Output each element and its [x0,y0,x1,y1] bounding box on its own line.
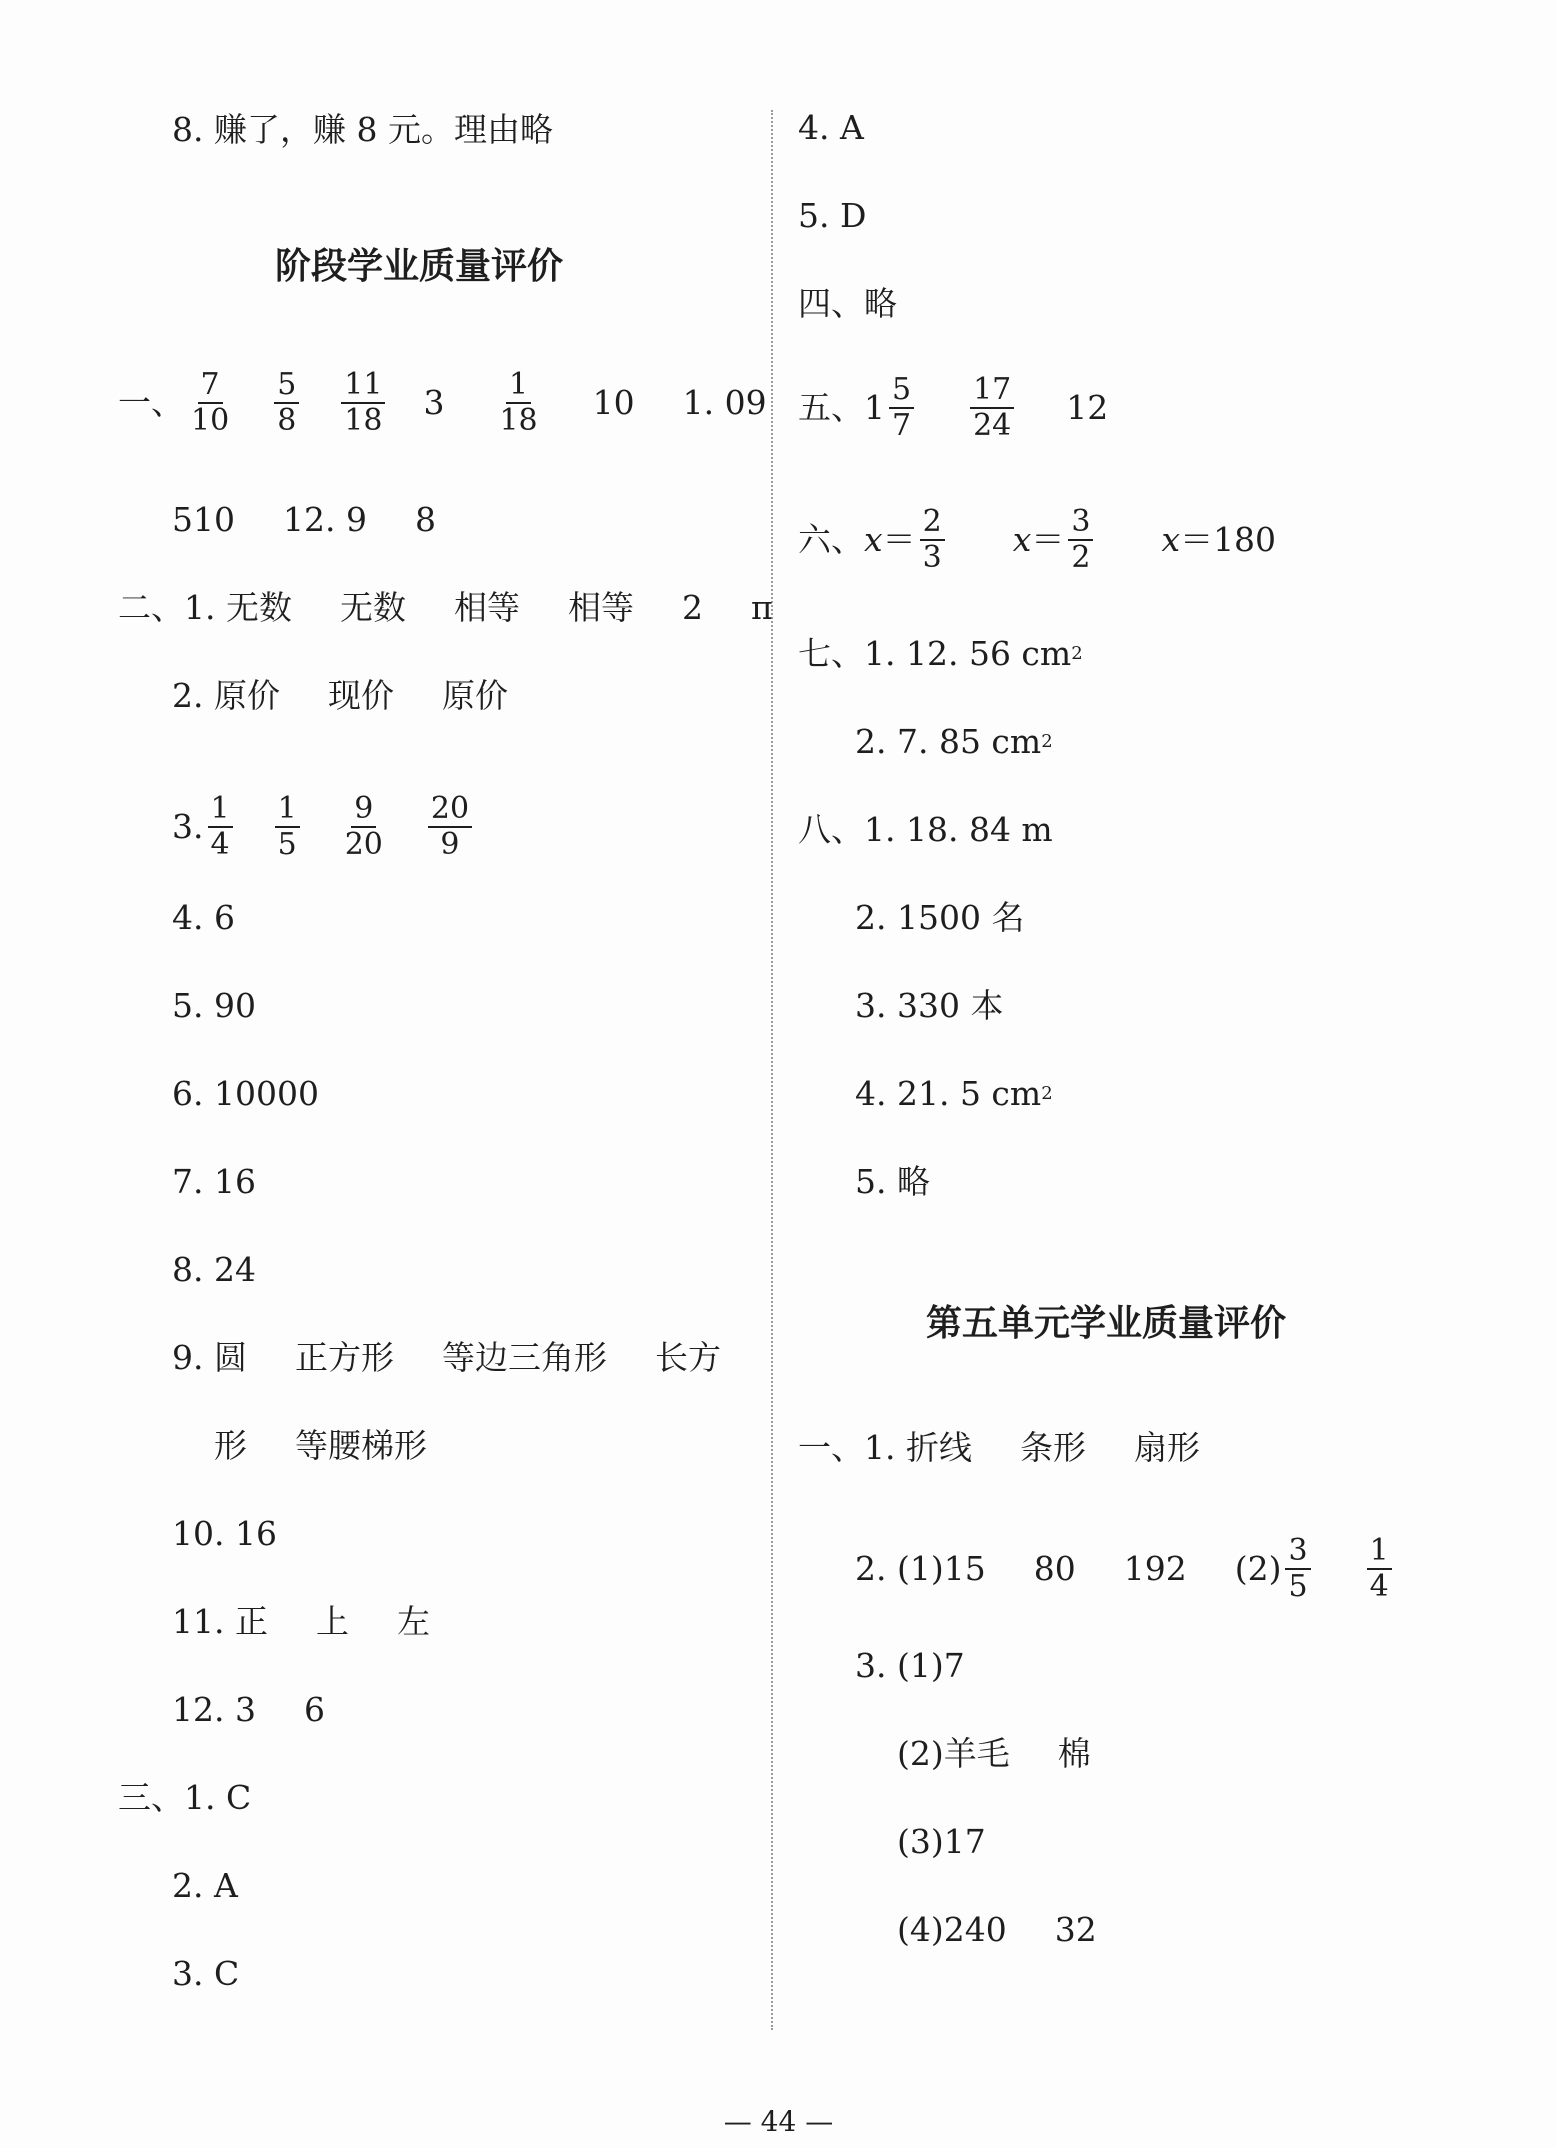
section-2-item-6: 6. 10000 [172,1074,319,1113]
section-4: 四、略 [798,284,897,323]
section-2-item-2: 2. 原价 现价 原价 [172,676,508,715]
section-2-item-8: 8. 24 [172,1250,256,1289]
section-8-item-1: 八、1. 18. 84 m [798,810,1053,849]
fraction: $\frac{2}{3}$ [920,505,945,575]
section-3-item-4: 4. A [798,108,864,147]
page-number: — 44 — [723,2105,834,2138]
fraction: $\frac{5}{8}$ [274,368,299,438]
section-5: 五、1 $\frac{5}{7}$ $\frac{17}{24}$ 12 [798,372,1109,443]
unit-5-item-3-1: 3. (1)7 [855,1646,965,1685]
section-3-item-3: 3. C [172,1954,240,1993]
unit-5-item-3-3: (3)17 [897,1822,986,1861]
fraction: $\frac{7}{10}$ [191,367,230,438]
section-6: 六、 x ＝ $\frac{2}{3}$ x ＝ $\frac{3}{2}$ x ＝ 180 [798,504,1277,575]
section-8-item-3: 3. 330 本 [855,986,1004,1025]
fraction: $\frac{1}{5}$ [275,792,300,862]
section-2-item-10: 10. 16 [172,1514,277,1553]
section-2-item-5: 5. 90 [172,986,256,1025]
section-2-item-3: 3. $\frac{1}{4}$ $\frac{1}{5}$ $\frac{9}{20}$ $\frac{20}{9}$ [172,792,476,862]
section-7-item-2: 2. 7. 85 cm 2 [855,722,1053,761]
unit-5-item-1: 一、1. 折线 条形 扇形 [798,1428,1200,1467]
fraction: $\frac{3}{5}$ [1285,1534,1310,1604]
section-2-item-11: 11. 正 上 左 [172,1602,430,1641]
section-8-item-5: 5. 略 [855,1162,930,1201]
section-3-item-1: 三、1. C [118,1778,252,1817]
section-2-item-4: 4. 6 [172,898,235,937]
fraction: $\frac{3}{2}$ [1068,505,1093,575]
fraction: $\frac{20}{9}$ [428,792,472,862]
section-8-item-4: 4. 21. 5 cm 2 [855,1074,1053,1113]
section-2-item-9-line-2: 形 等腰梯形 [214,1426,427,1465]
unit-5-item-2: 2. (1)15 80 192 (2) $\frac{3}{5}$ $\frac{1}{4}$ [855,1534,1396,1604]
section-2-item-1: 二、1. 无数 无数 相等 相等 2 π [118,588,773,627]
fraction: $\frac{1}{4}$ [1367,1534,1392,1604]
section-2-item-7: 7. 16 [172,1162,256,1201]
unit-5-item-3-4: (4)240 32 [897,1910,1097,1949]
section-2-item-9-line-1: 9. 圆 正方形 等边三角形 长方 [172,1338,721,1377]
fraction: $\frac{1}{18}$ [499,367,538,438]
section-8-item-2: 2. 1500 名 [855,898,1025,937]
section-2-item-12: 12. 3 6 [172,1690,325,1729]
fraction: $\frac{9}{20}$ [344,791,383,862]
fraction: $\frac{17}{24}$ [970,373,1014,443]
answer-8-profit: 8. 赚了，赚 8 元。理由略 [172,110,553,149]
section-heading-unit-5: 第五单元学业质量评价 [926,1303,1287,1344]
unit-5-item-3-2: (2)羊毛 棉 [897,1734,1091,1773]
section-3-item-5: 5. D [798,196,867,235]
column-divider [771,110,773,2030]
section-1-line-2: 510 12. 9 8 [172,500,436,539]
section-7-item-1: 七、1. 12. 56 cm 2 [798,634,1083,673]
fraction: $\frac{1}{4}$ [208,792,233,862]
fraction: $\frac{11}{18}$ [341,368,385,438]
section-heading-stage: 阶段学业质量评价 [275,246,564,287]
section-3-item-2: 2. A [172,1866,238,1905]
fraction: $\frac{5}{7}$ [889,373,914,443]
section-1-line-1: 一、 $\frac{7}{10}$ $\frac{5}{8}$ $\frac{11}{18}$ 3 $\frac{1}{18}$ 10 1. 09 [118,367,767,438]
